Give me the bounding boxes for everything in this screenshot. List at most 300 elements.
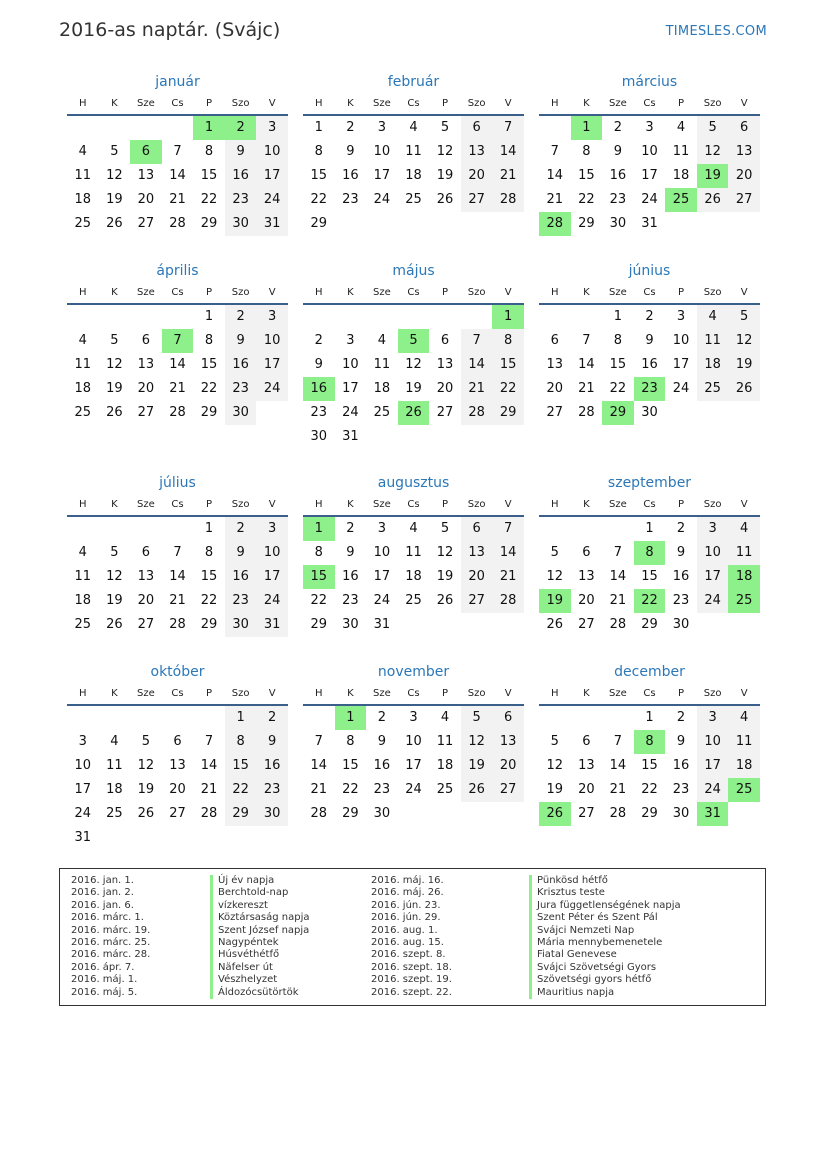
holiday-day-cell[interactable]: 28: [539, 212, 571, 236]
day-cell[interactable]: 8: [314, 545, 323, 560]
day-cell[interactable]: 17: [256, 164, 288, 188]
day-cell[interactable]: 5: [461, 706, 493, 730]
holiday-day-cell[interactable]: 7: [162, 329, 194, 353]
day-cell[interactable]: 20: [461, 164, 493, 188]
day-cell[interactable]: 28: [461, 401, 493, 425]
day-cell[interactable]: 10: [256, 329, 288, 353]
day-cell[interactable]: 28: [200, 806, 218, 821]
day-cell[interactable]: 17: [405, 758, 422, 773]
day-cell[interactable]: 5: [728, 305, 760, 329]
day-cell[interactable]: 11: [436, 734, 454, 749]
day-cell[interactable]: 14: [461, 353, 493, 377]
day-cell[interactable]: 24: [373, 593, 391, 608]
day-cell[interactable]: 15: [200, 168, 218, 183]
day-cell[interactable]: 5: [697, 116, 729, 140]
day-cell[interactable]: 11: [106, 758, 123, 773]
day-cell[interactable]: 25: [373, 405, 391, 420]
day-cell[interactable]: 1: [613, 309, 623, 324]
day-cell[interactable]: 6: [492, 706, 524, 730]
day-cell[interactable]: 22: [200, 192, 218, 207]
day-cell[interactable]: 7: [173, 144, 182, 159]
day-cell[interactable]: 6: [728, 116, 760, 140]
day-cell[interactable]: 10: [256, 140, 288, 164]
day-cell[interactable]: 17: [74, 782, 92, 797]
day-cell[interactable]: 6: [440, 333, 450, 348]
day-cell[interactable]: 24: [373, 192, 391, 207]
day-cell[interactable]: 5: [110, 545, 119, 560]
day-cell[interactable]: 26: [546, 617, 564, 632]
day-cell[interactable]: 22: [225, 778, 257, 802]
day-cell[interactable]: 5: [440, 120, 450, 135]
day-cell[interactable]: 29: [310, 216, 328, 231]
holiday-day-cell[interactable]: 2: [225, 116, 257, 140]
day-cell[interactable]: 22: [578, 192, 595, 207]
day-cell[interactable]: 24: [641, 192, 658, 207]
day-cell[interactable]: 28: [310, 806, 328, 821]
day-cell[interactable]: 10: [697, 541, 729, 565]
day-cell[interactable]: 20: [436, 381, 454, 396]
day-cell[interactable]: 19: [436, 168, 454, 183]
day-cell[interactable]: 18: [74, 192, 92, 207]
day-cell[interactable]: 6: [461, 116, 493, 140]
day-cell[interactable]: 17: [373, 569, 391, 584]
day-cell[interactable]: 28: [578, 405, 595, 420]
day-cell[interactable]: 22: [200, 381, 218, 396]
day-cell[interactable]: 23: [672, 782, 690, 797]
day-cell[interactable]: 26: [106, 405, 123, 420]
day-cell[interactable]: 27: [169, 806, 186, 821]
day-cell[interactable]: 27: [578, 806, 595, 821]
day-cell[interactable]: 9: [346, 545, 355, 560]
day-cell[interactable]: 24: [256, 377, 288, 401]
day-cell[interactable]: 7: [204, 734, 214, 749]
day-cell[interactable]: 25: [405, 192, 422, 207]
day-cell[interactable]: 26: [697, 188, 729, 212]
day-cell[interactable]: 21: [310, 782, 328, 797]
day-cell[interactable]: 27: [436, 405, 454, 420]
day-cell[interactable]: 29: [342, 806, 359, 821]
day-cell[interactable]: 20: [137, 192, 155, 207]
day-cell[interactable]: 19: [106, 381, 123, 396]
day-cell[interactable]: 17: [342, 381, 359, 396]
day-cell[interactable]: 28: [492, 188, 524, 212]
day-cell[interactable]: 13: [728, 140, 760, 164]
holiday-day-cell[interactable]: 5: [398, 329, 430, 353]
day-cell[interactable]: 7: [550, 144, 559, 159]
day-cell[interactable]: 29: [492, 401, 524, 425]
day-cell[interactable]: 4: [377, 333, 387, 348]
day-cell[interactable]: 30: [225, 212, 257, 236]
day-cell[interactable]: 24: [697, 778, 729, 802]
day-cell[interactable]: 25: [74, 216, 92, 231]
holiday-day-cell[interactable]: 1: [303, 517, 335, 541]
day-cell[interactable]: 18: [373, 381, 391, 396]
day-cell[interactable]: 20: [546, 381, 564, 396]
day-cell[interactable]: 15: [492, 353, 524, 377]
day-cell[interactable]: 14: [169, 357, 186, 372]
day-cell[interactable]: 2: [676, 521, 686, 536]
day-cell[interactable]: 30: [225, 613, 257, 637]
holiday-day-cell[interactable]: 23: [634, 377, 666, 401]
day-cell[interactable]: 27: [461, 589, 493, 613]
holiday-day-cell[interactable]: 15: [303, 565, 335, 589]
day-cell[interactable]: 20: [728, 164, 760, 188]
day-cell[interactable]: 3: [256, 517, 288, 541]
day-cell[interactable]: 1: [645, 521, 654, 536]
day-cell[interactable]: 15: [342, 758, 359, 773]
holiday-day-cell[interactable]: 22: [634, 589, 666, 613]
day-cell[interactable]: 16: [672, 758, 690, 773]
day-cell[interactable]: 3: [645, 120, 654, 135]
day-cell[interactable]: 3: [78, 734, 87, 749]
day-cell[interactable]: 4: [728, 517, 760, 541]
day-cell[interactable]: 19: [546, 782, 564, 797]
day-cell[interactable]: 7: [461, 329, 493, 353]
day-cell[interactable]: 5: [550, 545, 559, 560]
day-cell[interactable]: 18: [728, 754, 760, 778]
day-cell[interactable]: 9: [314, 357, 323, 372]
holiday-day-cell[interactable]: 25: [665, 188, 697, 212]
day-cell[interactable]: 4: [78, 144, 87, 159]
day-cell[interactable]: 19: [137, 782, 155, 797]
day-cell[interactable]: 28: [492, 589, 524, 613]
day-cell[interactable]: 8: [225, 730, 257, 754]
day-cell[interactable]: 17: [373, 168, 391, 183]
day-cell[interactable]: 17: [697, 754, 729, 778]
day-cell[interactable]: 26: [137, 806, 155, 821]
holiday-day-cell[interactable]: 1: [335, 706, 367, 730]
day-cell[interactable]: 29: [578, 216, 595, 231]
day-cell[interactable]: 18: [436, 758, 454, 773]
day-cell[interactable]: 4: [78, 545, 87, 560]
day-cell[interactable]: 20: [578, 782, 595, 797]
day-cell[interactable]: 24: [672, 381, 690, 396]
day-cell[interactable]: 1: [204, 309, 214, 324]
day-cell[interactable]: 22: [310, 593, 328, 608]
day-cell[interactable]: 16: [225, 565, 257, 589]
day-cell[interactable]: 16: [373, 758, 391, 773]
day-cell[interactable]: 3: [409, 710, 418, 725]
day-cell[interactable]: 20: [492, 754, 524, 778]
day-cell[interactable]: 23: [225, 377, 257, 401]
day-cell[interactable]: 5: [440, 521, 450, 536]
day-cell[interactable]: 8: [492, 329, 524, 353]
day-cell[interactable]: 26: [461, 778, 493, 802]
day-cell[interactable]: 11: [697, 329, 729, 353]
day-cell[interactable]: 21: [492, 565, 524, 589]
day-cell[interactable]: 14: [609, 758, 627, 773]
day-cell[interactable]: 30: [342, 617, 359, 632]
day-cell[interactable]: 30: [672, 617, 690, 632]
day-cell[interactable]: 24: [256, 589, 288, 613]
day-cell[interactable]: 24: [405, 782, 422, 797]
day-cell[interactable]: 11: [405, 545, 422, 560]
day-cell[interactable]: 2: [314, 333, 323, 348]
day-cell[interactable]: 29: [641, 617, 658, 632]
day-cell[interactable]: 21: [169, 381, 186, 396]
day-cell[interactable]: 30: [256, 802, 288, 826]
day-cell[interactable]: 1: [204, 521, 214, 536]
day-cell[interactable]: 16: [256, 754, 288, 778]
day-cell[interactable]: 15: [200, 357, 218, 372]
day-cell[interactable]: 12: [546, 758, 564, 773]
day-cell[interactable]: 21: [461, 377, 493, 401]
day-cell[interactable]: 16: [641, 357, 658, 372]
day-cell[interactable]: 8: [582, 144, 591, 159]
holiday-day-cell[interactable]: 1: [571, 116, 603, 140]
holiday-day-cell[interactable]: 8: [634, 730, 666, 754]
day-cell[interactable]: 11: [74, 357, 92, 372]
day-cell[interactable]: 16: [225, 164, 257, 188]
day-cell[interactable]: 25: [405, 593, 422, 608]
day-cell[interactable]: 28: [609, 806, 627, 821]
day-cell[interactable]: 11: [74, 569, 92, 584]
day-cell[interactable]: 16: [672, 569, 690, 584]
day-cell[interactable]: 23: [609, 192, 627, 207]
day-cell[interactable]: 17: [641, 168, 658, 183]
day-cell[interactable]: 22: [342, 782, 359, 797]
day-cell[interactable]: 4: [676, 120, 686, 135]
day-cell[interactable]: 1: [314, 120, 323, 135]
day-cell[interactable]: 2: [346, 120, 355, 135]
day-cell[interactable]: 15: [641, 758, 658, 773]
day-cell[interactable]: 15: [641, 569, 658, 584]
day-cell[interactable]: 14: [169, 569, 186, 584]
day-cell[interactable]: 2: [256, 706, 288, 730]
holiday-day-cell[interactable]: 25: [728, 589, 760, 613]
day-cell[interactable]: 13: [137, 357, 155, 372]
day-cell[interactable]: 19: [461, 754, 493, 778]
day-cell[interactable]: 10: [373, 545, 391, 560]
holiday-day-cell[interactable]: 16: [303, 377, 335, 401]
day-cell[interactable]: 10: [641, 144, 658, 159]
day-cell[interactable]: 23: [310, 405, 328, 420]
holiday-day-cell[interactable]: 26: [539, 802, 571, 826]
day-cell[interactable]: 14: [546, 168, 564, 183]
day-cell[interactable]: 9: [645, 333, 654, 348]
day-cell[interactable]: 31: [256, 613, 288, 637]
day-cell[interactable]: 3: [676, 309, 686, 324]
day-cell[interactable]: 11: [728, 541, 760, 565]
day-cell[interactable]: 30: [373, 806, 391, 821]
day-cell[interactable]: 15: [310, 168, 328, 183]
holiday-day-cell[interactable]: 18: [728, 565, 760, 589]
day-cell[interactable]: 31: [373, 617, 391, 632]
day-cell[interactable]: 12: [728, 329, 760, 353]
day-cell[interactable]: 22: [310, 192, 328, 207]
day-cell[interactable]: 19: [106, 593, 123, 608]
day-cell[interactable]: 25: [74, 405, 92, 420]
day-cell[interactable]: 19: [436, 569, 454, 584]
day-cell[interactable]: 27: [137, 617, 155, 632]
day-cell[interactable]: 31: [342, 429, 359, 444]
day-cell[interactable]: 11: [728, 730, 760, 754]
day-cell[interactable]: 20: [169, 782, 186, 797]
day-cell[interactable]: 7: [173, 545, 182, 560]
day-cell[interactable]: 24: [697, 589, 729, 613]
day-cell[interactable]: 30: [225, 401, 257, 425]
day-cell[interactable]: 29: [310, 617, 328, 632]
day-cell[interactable]: 10: [405, 734, 422, 749]
day-cell[interactable]: 20: [578, 593, 595, 608]
day-cell[interactable]: 17: [256, 565, 288, 589]
day-cell[interactable]: 15: [609, 357, 627, 372]
day-cell[interactable]: 19: [728, 353, 760, 377]
day-cell[interactable]: 3: [697, 706, 729, 730]
day-cell[interactable]: 9: [676, 545, 686, 560]
day-cell[interactable]: 17: [672, 357, 690, 372]
day-cell[interactable]: 9: [225, 140, 257, 164]
day-cell[interactable]: 31: [74, 830, 92, 845]
day-cell[interactable]: 5: [110, 144, 119, 159]
day-cell[interactable]: 16: [342, 569, 359, 584]
day-cell[interactable]: 15: [578, 168, 595, 183]
day-cell[interactable]: 13: [137, 168, 155, 183]
day-cell[interactable]: 21: [169, 593, 186, 608]
day-cell[interactable]: 21: [492, 164, 524, 188]
day-cell[interactable]: 4: [78, 333, 87, 348]
day-cell[interactable]: 20: [461, 565, 493, 589]
day-cell[interactable]: 12: [697, 140, 729, 164]
day-cell[interactable]: 13: [492, 730, 524, 754]
day-cell[interactable]: 20: [137, 381, 155, 396]
day-cell[interactable]: 24: [256, 188, 288, 212]
day-cell[interactable]: 30: [609, 216, 627, 231]
day-cell[interactable]: 4: [697, 305, 729, 329]
day-cell[interactable]: 25: [697, 377, 729, 401]
day-cell[interactable]: 13: [578, 758, 595, 773]
day-cell[interactable]: 20: [137, 593, 155, 608]
day-cell[interactable]: 30: [641, 405, 658, 420]
day-cell[interactable]: 8: [204, 333, 214, 348]
day-cell[interactable]: 25: [106, 806, 123, 821]
day-cell[interactable]: 23: [373, 782, 391, 797]
holiday-day-cell[interactable]: 19: [539, 589, 571, 613]
day-cell[interactable]: 3: [256, 116, 288, 140]
day-cell[interactable]: 6: [173, 734, 182, 749]
day-cell[interactable]: 23: [225, 589, 257, 613]
day-cell[interactable]: 26: [436, 593, 454, 608]
day-cell[interactable]: 3: [377, 120, 387, 135]
day-cell[interactable]: 8: [204, 144, 214, 159]
day-cell[interactable]: 10: [672, 333, 690, 348]
day-cell[interactable]: 2: [676, 710, 686, 725]
day-cell[interactable]: 21: [609, 593, 627, 608]
day-cell[interactable]: 2: [225, 517, 257, 541]
day-cell[interactable]: 29: [641, 806, 658, 821]
day-cell[interactable]: 14: [200, 758, 218, 773]
day-cell[interactable]: 28: [169, 405, 186, 420]
holiday-day-cell[interactable]: 29: [602, 401, 634, 425]
day-cell[interactable]: 14: [578, 357, 595, 372]
day-cell[interactable]: 22: [609, 381, 627, 396]
day-cell[interactable]: 24: [74, 806, 92, 821]
day-cell[interactable]: 18: [405, 168, 422, 183]
day-cell[interactable]: 29: [200, 405, 218, 420]
day-cell[interactable]: 24: [342, 405, 359, 420]
day-cell[interactable]: 21: [609, 782, 627, 797]
day-cell[interactable]: 9: [346, 144, 355, 159]
holiday-day-cell[interactable]: 1: [193, 116, 225, 140]
day-cell[interactable]: 9: [225, 329, 257, 353]
day-cell[interactable]: 10: [256, 541, 288, 565]
day-cell[interactable]: 3: [256, 305, 288, 329]
day-cell[interactable]: 12: [405, 357, 422, 372]
day-cell[interactable]: 16: [609, 168, 627, 183]
day-cell[interactable]: 5: [110, 333, 119, 348]
day-cell[interactable]: 14: [169, 168, 186, 183]
day-cell[interactable]: 6: [141, 545, 151, 560]
day-cell[interactable]: 27: [461, 188, 493, 212]
day-cell[interactable]: 25: [436, 782, 454, 797]
day-cell[interactable]: 2: [645, 309, 654, 324]
day-cell[interactable]: 4: [110, 734, 119, 749]
day-cell[interactable]: 29: [200, 216, 218, 231]
day-cell[interactable]: 7: [492, 517, 524, 541]
day-cell[interactable]: 15: [225, 754, 257, 778]
day-cell[interactable]: 13: [461, 541, 493, 565]
day-cell[interactable]: 3: [346, 333, 355, 348]
day-cell[interactable]: 15: [200, 569, 218, 584]
day-cell[interactable]: 23: [342, 593, 359, 608]
day-cell[interactable]: 19: [106, 192, 123, 207]
day-cell[interactable]: 5: [550, 734, 559, 749]
day-cell[interactable]: 18: [74, 381, 92, 396]
day-cell[interactable]: 14: [492, 541, 524, 565]
day-cell[interactable]: 27: [728, 188, 760, 212]
day-cell[interactable]: 27: [546, 405, 564, 420]
day-cell[interactable]: 4: [409, 521, 418, 536]
day-cell[interactable]: 27: [137, 216, 155, 231]
day-cell[interactable]: 21: [546, 192, 564, 207]
day-cell[interactable]: 12: [106, 168, 123, 183]
day-cell[interactable]: 10: [74, 758, 92, 773]
site-logo[interactable]: TIMESLES.COM: [665, 24, 767, 39]
day-cell[interactable]: 12: [106, 357, 123, 372]
day-cell[interactable]: 12: [461, 730, 493, 754]
day-cell[interactable]: 18: [672, 168, 690, 183]
day-cell[interactable]: 6: [582, 734, 591, 749]
day-cell[interactable]: 2: [613, 120, 623, 135]
day-cell[interactable]: 7: [582, 333, 591, 348]
day-cell[interactable]: 10: [697, 730, 729, 754]
day-cell[interactable]: 26: [728, 377, 760, 401]
day-cell[interactable]: 21: [169, 192, 186, 207]
day-cell[interactable]: 11: [74, 168, 92, 183]
holiday-day-cell[interactable]: 19: [697, 164, 729, 188]
day-cell[interactable]: 23: [672, 593, 690, 608]
day-cell[interactable]: 18: [106, 782, 123, 797]
day-cell[interactable]: 12: [436, 545, 454, 560]
day-cell[interactable]: 5: [141, 734, 151, 749]
day-cell[interactable]: 1: [225, 706, 257, 730]
day-cell[interactable]: 28: [169, 216, 186, 231]
day-cell[interactable]: 6: [582, 545, 591, 560]
day-cell[interactable]: 1: [645, 710, 654, 725]
day-cell[interactable]: 13: [137, 569, 155, 584]
day-cell[interactable]: 9: [676, 734, 686, 749]
day-cell[interactable]: 14: [609, 569, 627, 584]
day-cell[interactable]: 7: [492, 116, 524, 140]
day-cell[interactable]: 29: [225, 802, 257, 826]
day-cell[interactable]: 21: [200, 782, 218, 797]
day-cell[interactable]: 16: [225, 353, 257, 377]
day-cell[interactable]: 12: [137, 758, 155, 773]
day-cell[interactable]: 25: [74, 617, 92, 632]
holiday-day-cell[interactable]: 8: [634, 541, 666, 565]
day-cell[interactable]: 26: [436, 192, 454, 207]
day-cell[interactable]: 2: [225, 305, 257, 329]
